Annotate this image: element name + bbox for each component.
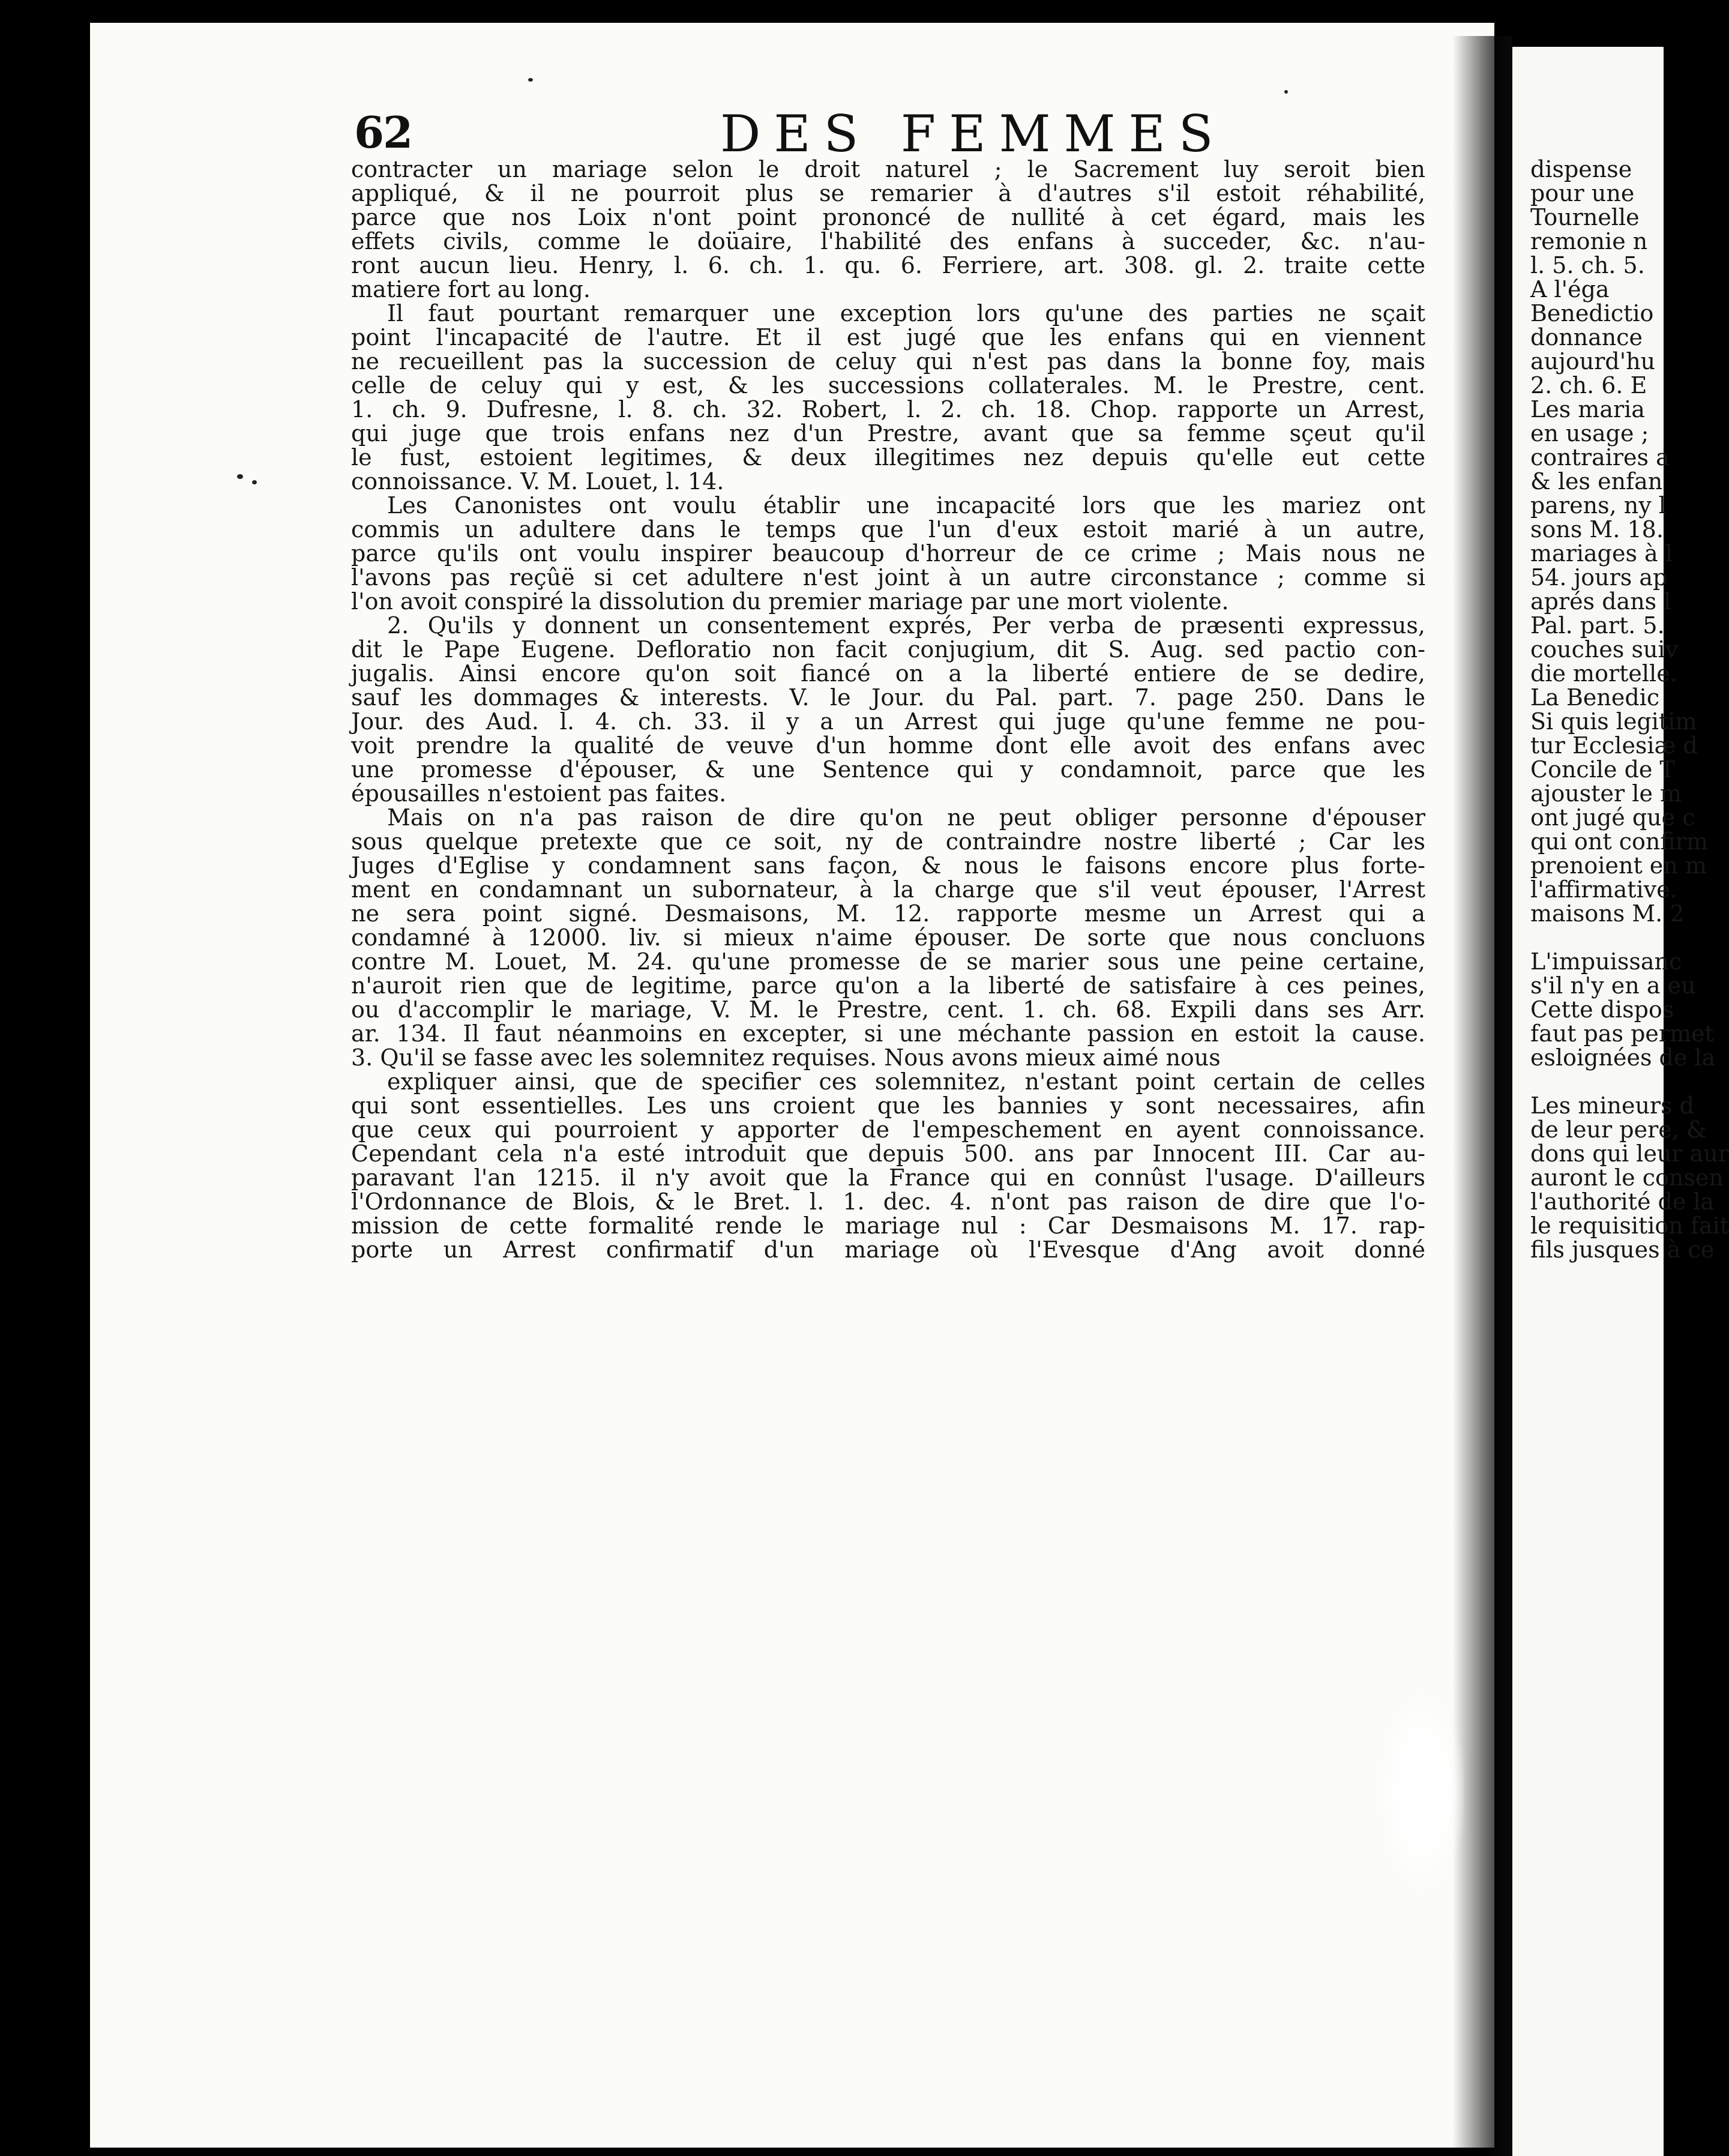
text-line: Les Canonistes ont voulu établir une incapacité lors que les mariez ont bbox=[387, 492, 1425, 519]
text-line: appliqué, & il ne pourroit plus se remarier à d'autres s'il estoit réhabilité, bbox=[351, 180, 1425, 206]
facing-page-line: sons M. 18. bbox=[1530, 516, 1664, 543]
text-line: effets civils, comme le doüaire, l'habilité des enfans à succeder, &c. n'au- bbox=[351, 228, 1425, 254]
binding-glare bbox=[1380, 1693, 1464, 1891]
text-line: Jour. des Aud. l. 4. ch. 33. il y a un Arrest qui juge qu'une femme ne pou- bbox=[351, 708, 1425, 735]
ink-speck bbox=[237, 474, 243, 479]
text-line: 3. Qu'il se fasse avec les solemnitez requises. Nous avons mieux aimé nous bbox=[351, 1044, 1221, 1071]
text-line: 1. ch. 9. Dufresne, l. 8. ch. 32. Robert, l. 2. ch. 18. Chop. rapporte un Arrest, bbox=[351, 396, 1425, 423]
facing-page-line: Concile de T bbox=[1530, 756, 1675, 783]
facing-page-line: L'impuissanc bbox=[1530, 948, 1682, 975]
text-line: voit prendre la qualité de veuve d'un homme dont elle avoit des enfans avec bbox=[351, 732, 1425, 759]
text-line: condamné à 12000. liv. si mieux n'aime épouser. De sorte que nous concluons bbox=[351, 924, 1425, 951]
facing-page-line: donnance bbox=[1530, 324, 1643, 351]
text-line: connoissance. V. M. Louet, l. 14. bbox=[351, 468, 724, 495]
facing-page-line: Benedictio bbox=[1530, 300, 1654, 327]
text-line: Mais on n'a pas raison de dire qu'on ne peut obliger personne d'épouser bbox=[387, 804, 1425, 831]
text-line: 2. Qu'ils y donnent un consentement exprés, Per verba de præsenti expressus, bbox=[387, 612, 1425, 639]
text-line: une promesse d'épouser, & une Sentence qui y condamnoit, parce que les bbox=[351, 756, 1425, 783]
facing-page-line: l'authorité de la bbox=[1530, 1188, 1715, 1215]
facing-page-line: La Benedic bbox=[1530, 684, 1660, 711]
text-line: sous quelque pretexte que ce soit, ny de contraindre nostre liberté ; Car les bbox=[351, 828, 1425, 855]
text-line: parce qu'ils ont voulu inspirer beaucoup d'horreur de ce crime ; Mais nous ne bbox=[351, 540, 1425, 567]
facing-page-line: 54. jours ap bbox=[1530, 564, 1668, 591]
facing-page-line: Cette dispos bbox=[1530, 996, 1674, 1023]
text-line: porte un Arrest confirmatif d'un mariage où l'Evesque d'Ang avoit donné bbox=[351, 1236, 1425, 1263]
text-line: mission de cette formalité rende le mariage nul : Car Desmaisons M. 17. rap- bbox=[351, 1212, 1425, 1239]
text-line: jugalis. Ainsi encore qu'on soit fiancé on a la liberté entiere de se dedire, bbox=[351, 660, 1425, 687]
text-line: dit le Pape Eugene. Defloratio non facit conjugium, dit S. Aug. sed pactio con- bbox=[351, 636, 1425, 663]
text-line: point l'incapacité de l'autre. Et il est jugé que les enfans qui en viennent bbox=[351, 324, 1425, 351]
facing-page-line: contraires a bbox=[1530, 444, 1670, 471]
facing-page-line: 2. ch. 6. E bbox=[1530, 372, 1647, 399]
text-line: Il faut pourtant remarquer une exception lors qu'une des parties ne sçait bbox=[387, 300, 1425, 327]
text-line: matiere fort au long. bbox=[351, 276, 591, 303]
facing-page-line: ajouster le m bbox=[1530, 780, 1682, 807]
page-number: 62 bbox=[354, 107, 412, 158]
text-line: sauf les dommages & interests. V. le Jour. du Pal. part. 7. page 250. Dans le bbox=[351, 684, 1425, 711]
facing-page-line: qui ont confirm bbox=[1530, 828, 1708, 855]
facing-page-line: dons qui leur aur bbox=[1530, 1140, 1729, 1167]
text-line: Juges d'Eglise y condamnent sans façon, & nous le faisons encore plus forte- bbox=[351, 852, 1425, 879]
facing-page-line: A l'éga bbox=[1530, 276, 1610, 303]
text-line: ront aucun lieu. Henry, l. 6. ch. 1. qu. 6. Ferriere, art. 308. gl. 2. traite cette bbox=[351, 252, 1425, 279]
facing-page-line: maisons M. 2 bbox=[1530, 900, 1685, 927]
text-line: qui juge que trois enfans nez d'un Prestre, avant que sa femme sçeut qu'il bbox=[351, 420, 1425, 447]
facing-page-line: de leur pere, & bbox=[1530, 1116, 1707, 1143]
facing-page-line: auront le consen bbox=[1530, 1164, 1724, 1191]
facing-page-line: & les enfan bbox=[1530, 468, 1663, 495]
ink-speck bbox=[1284, 90, 1288, 94]
facing-page-line: ont jugé que c bbox=[1530, 804, 1695, 831]
text-line: celle de celuy qui y est, & les successions collaterales. M. le Prestre, cent. bbox=[351, 372, 1425, 399]
ink-speck bbox=[252, 480, 257, 484]
text-line: ne recueillent pas la succession de celuy qui n'est pas dans la bonne foy, mais bbox=[351, 348, 1425, 375]
facing-page-line: Tournelle bbox=[1530, 204, 1640, 230]
facing-page-line: Si quis legitim bbox=[1530, 708, 1697, 735]
facing-page-line: Les mineurs d bbox=[1530, 1092, 1694, 1119]
facing-page-line: en usage ; bbox=[1530, 420, 1649, 447]
facing-page-line: pour une bbox=[1530, 180, 1635, 206]
text-line: expliquer ainsi, que de specifier ces solemnitez, n'estant point certain de celles bbox=[387, 1068, 1425, 1095]
facing-page-line: Les maria bbox=[1530, 396, 1645, 423]
facing-page-line: fils jusques à ce bbox=[1530, 1236, 1715, 1263]
facing-page-line: die mortelle. bbox=[1530, 660, 1677, 687]
text-line: n'auroit rien que de legitime, parce qu'on a la liberté de satisfaire à ces peines, bbox=[351, 972, 1425, 999]
facing-page-line: faut pas permet bbox=[1530, 1020, 1714, 1047]
text-line: paravant l'an 1215. il n'y avoit que la France qui en connûst l'usage. D'ailleurs bbox=[351, 1164, 1425, 1191]
facing-page-line: tur Ecclesiæ d bbox=[1530, 732, 1698, 759]
facing-page-line: Pal. part. 5. bbox=[1530, 612, 1665, 639]
text-line: le fust, estoient legitimes, & deux illegitimes nez depuis qu'elle eut cette bbox=[351, 444, 1425, 471]
text-line: Cependant cela n'a esté introduit que depuis 500. ans par Innocent III. Car au- bbox=[351, 1140, 1425, 1167]
facing-page-line: couches suiv bbox=[1530, 636, 1679, 663]
facing-page-line: le requisition fait bbox=[1530, 1212, 1729, 1239]
text-line: commis un adultere dans le temps que l'un d'eux estoit marié à un autre, bbox=[351, 516, 1425, 543]
facing-page-line: prenoient en m bbox=[1530, 852, 1707, 879]
facing-page-line: aprés dans l bbox=[1530, 588, 1671, 615]
facing-page-line: l'affirmative. bbox=[1530, 876, 1677, 903]
facing-page-line: esloignées de la bbox=[1530, 1044, 1716, 1071]
text-line: ar. 134. Il faut néanmoins en excepter, si une méchante passion en estoit la cause. bbox=[351, 1020, 1425, 1047]
running-title: DES FEMMES bbox=[720, 104, 1227, 163]
facing-page-line: l. 5. ch. 5. bbox=[1530, 252, 1645, 279]
facing-page-line: remonie n bbox=[1530, 228, 1648, 254]
text-line: qui sont essentielles. Les uns croient que les bannies y sont necessaires, afin bbox=[351, 1092, 1425, 1119]
text-line: l'on avoit conspiré la dissolution du premier mariage par une mort violente. bbox=[351, 588, 1229, 615]
facing-page-line: dispense bbox=[1530, 156, 1632, 182]
text-line: épousailles n'estoient pas faites. bbox=[351, 780, 727, 807]
text-line: contracter un mariage selon le droit naturel ; le Sacrement luy seroit bien bbox=[351, 156, 1425, 182]
text-line: ne sera point signé. Desmaisons, M. 12. rapporte mesme un Arrest qui a bbox=[351, 900, 1425, 927]
text-line: ment en condamnant un subornateur, à la charge que s'il veut épouser, l'Arrest bbox=[351, 876, 1425, 903]
text-line: l'avons pas reçûë si cet adultere n'est joint à un autre circonstance ; comme si bbox=[351, 564, 1425, 591]
text-line: parce que nos Loix n'ont point prononcé de nullité à cet égard, mais les bbox=[351, 204, 1425, 230]
facing-page-line: mariages à l bbox=[1530, 540, 1673, 567]
text-line: contre M. Louet, M. 24. qu'une promesse de se marier sous une peine certaine, bbox=[351, 948, 1425, 975]
ink-speck bbox=[528, 78, 533, 82]
text-line: ou d'accomplir le mariage, V. M. le Prestre, cent. 1. ch. 68. Expili dans ses Arr. bbox=[351, 996, 1425, 1023]
body-text bbox=[351, 157, 1425, 1262]
facing-page-line: aujourd'hu bbox=[1530, 348, 1656, 375]
facing-page-line: parens, ny l bbox=[1530, 492, 1666, 519]
text-line: l'Ordonnance de Blois, & le Bret. l. 1. dec. 4. n'ont pas raison de dire que l'o- bbox=[351, 1188, 1425, 1215]
text-line: que ceux qui pourroient y apporter de l'empeschement en ayent connoissance. bbox=[351, 1116, 1425, 1143]
facing-page-line: s'il n'y en a eu bbox=[1530, 972, 1696, 999]
